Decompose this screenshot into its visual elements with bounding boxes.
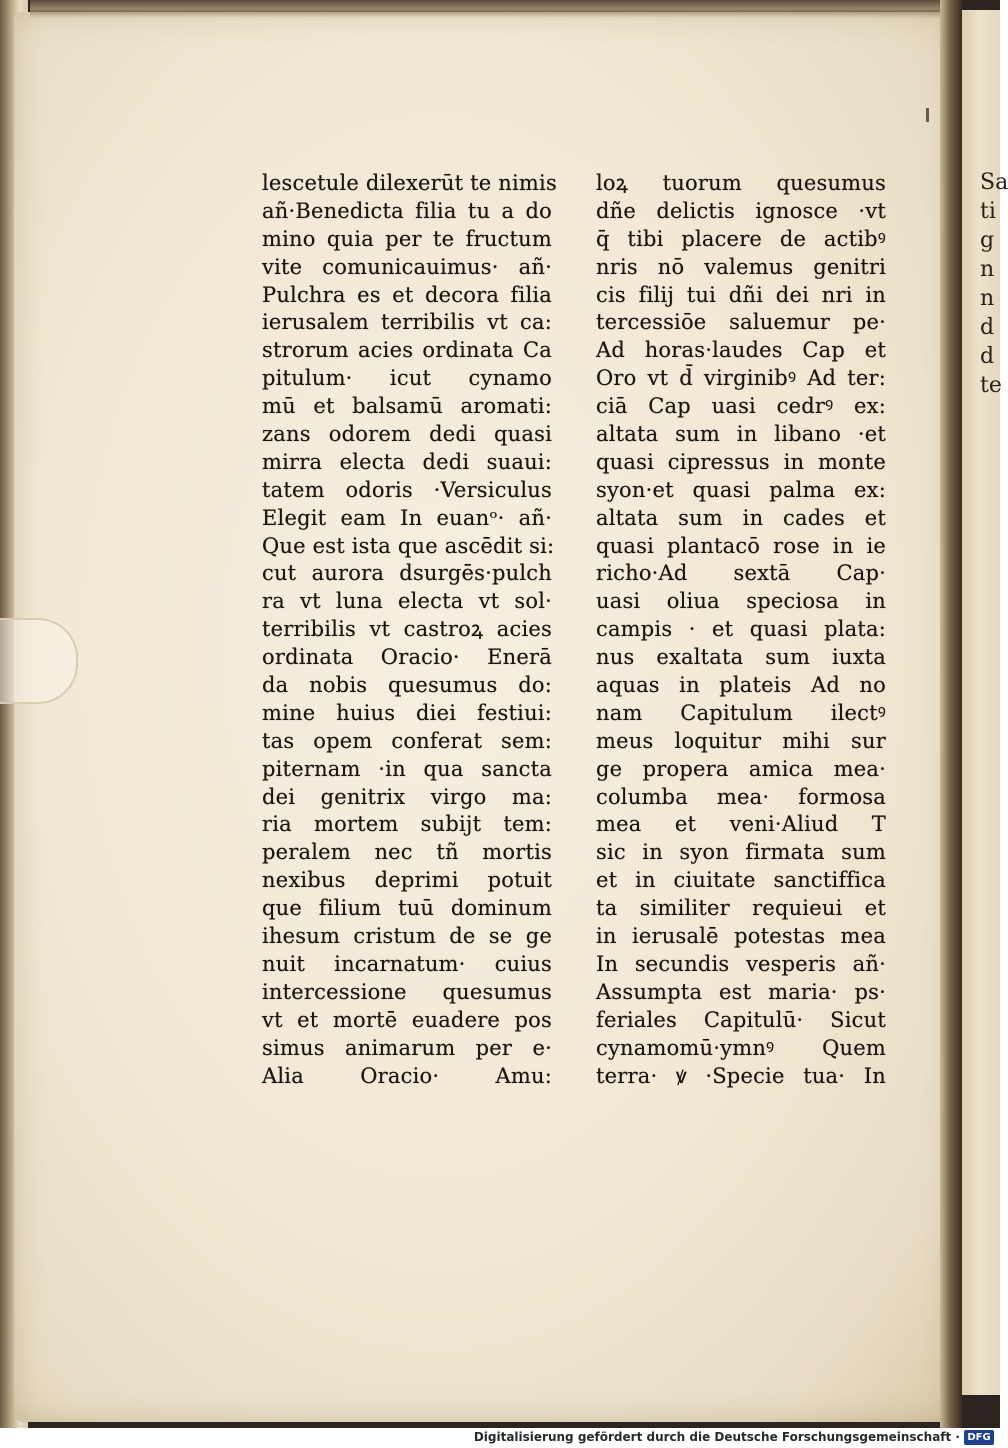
text-line: añ·Benedicta filia tu a do	[262, 198, 552, 223]
text-line: lescetule dilexerūt te nimis	[262, 171, 557, 195]
text-line: mū et balsamū aromati:	[262, 394, 552, 419]
text-line: tatem odoris ·Versiculus	[262, 477, 552, 502]
text-line: cut aurora dsurgēs·pulch	[262, 561, 552, 586]
text-line: cis filij tui dñi dei nri in	[596, 282, 886, 307]
next-page-text-fragments	[980, 168, 1008, 400]
text-line: richo·Ad sextā Cap·	[596, 561, 886, 586]
text-line: ciā Cap uasi cedrꝰ ex:	[596, 394, 886, 419]
text-line: que filium tuū dominum	[262, 896, 552, 921]
text-line: mino quia per te fructum	[262, 226, 552, 251]
text-column-right	[596, 170, 886, 1090]
text-line: strorum acies ordinata Ca	[262, 338, 552, 363]
next-page-fragment: g	[980, 228, 995, 253]
next-page-fragment: te	[980, 373, 1002, 398]
text-line: dei genitrix virgo ma:	[262, 784, 552, 809]
text-line: vite comunicauimus· añ·	[262, 254, 552, 279]
text-line: quasi plantacō rose in ie	[596, 533, 886, 558]
next-page-fragment: n	[980, 286, 995, 311]
text-line: altata sum in cades et	[596, 505, 886, 530]
text-line: quasi cipressus in monte	[596, 449, 886, 474]
text-line: In secundis vesperis añ·	[596, 951, 886, 976]
text-line: da nobis quesumus do:	[262, 673, 552, 698]
text-line: syon·et quasi palma ex:	[596, 477, 886, 502]
page-top-edge	[30, 0, 955, 18]
text-line: feriales Capitulū· Sicut	[596, 1007, 886, 1032]
text-line: sic in syon firmata sum	[596, 840, 886, 865]
text-line: Elegit eam In euanᵒ· añ·	[262, 505, 552, 530]
next-page-fragment: n	[980, 257, 995, 282]
text-line: piternam ·in qua sancta	[262, 756, 552, 781]
text-line: terribilis vt castroꝝ acies	[262, 617, 552, 642]
footer-credit: Digitalisierung gefördert durch die Deutsche Forschungsgemeinschaft ·	[473, 1430, 960, 1444]
page-mark	[926, 108, 929, 122]
text-line: Alia Oracio· Amu:	[262, 1063, 552, 1088]
text-line: peralem nec tñ mortis	[262, 840, 552, 865]
text-line: nus exaltata sum iuxta	[596, 645, 886, 670]
text-line: tercessiōe saluemur pe·	[596, 310, 886, 335]
text-line: campis · et quasi plata:	[596, 617, 886, 642]
text-line: nam Capitulum ilectꝰ	[596, 700, 886, 725]
text-line: Que est ista que ascēdit si:	[262, 533, 555, 558]
text-line: Pulchra es et decora filia	[262, 282, 552, 307]
text-line: dñe delictis ignosce ·vt	[596, 198, 886, 223]
text-line: mea et veni·Aliud T	[596, 812, 886, 837]
text-line: ihesum cristum de se ge	[262, 924, 552, 949]
text-line: cynamomū·ymnꝰ Quem	[596, 1035, 886, 1060]
text-line: ordinata Oracio· Enerā	[262, 645, 552, 670]
next-page-fragment: ti	[980, 199, 996, 224]
next-page-fragment: d	[980, 315, 995, 340]
next-page-fragment: Sa	[980, 170, 1008, 195]
text-line: altata sum in libano ·et	[596, 422, 886, 447]
text-line: uasi oliua speciosa in	[596, 589, 886, 614]
next-page-fragment: d	[980, 344, 995, 369]
text-line: tas opem conferat sem:	[262, 728, 552, 753]
text-line: terra· ꝟ ·Specie tua· In	[596, 1063, 886, 1088]
text-line: et in ciuitate sanctiffica	[596, 868, 886, 893]
text-line: Ad horas·laudes Cap et	[596, 338, 886, 363]
text-line: intercessione quesumus	[262, 979, 552, 1004]
page-tab-outline	[0, 618, 78, 704]
text-line: ierusalem terribilis vt ca:	[262, 310, 552, 335]
text-line: meus loquitur mihi sur	[596, 728, 886, 753]
text-line: ta similiter requieui et	[596, 896, 886, 921]
text-line: simus animarum per e·	[262, 1035, 552, 1060]
text-line: ria mortem subijt tem:	[262, 812, 552, 837]
dfg-logo: DFG	[964, 1430, 994, 1445]
text-line: columba mea· formosa	[596, 784, 886, 809]
text-line: pitulum· icut cynamo	[262, 366, 552, 391]
text-line: in ierusalē potestas mea	[596, 924, 886, 949]
book-gutter	[940, 0, 962, 1440]
text-line: nexibus deprimi potuit	[262, 868, 552, 893]
text-line: loꝝ tuorum quesumus	[596, 171, 886, 195]
text-line: mine huius diei festiui:	[262, 700, 552, 725]
text-line: ge propera amica mea·	[596, 756, 886, 781]
text-line: ra vt luna electa vt sol·	[262, 589, 552, 614]
text-line: nuit incarnatum· cuius	[262, 951, 552, 976]
text-line: Oro vt d̄ virginibꝰ Ad ter:	[596, 366, 886, 391]
text-line: zans odorem dedi quasi	[262, 422, 552, 447]
text-column-left	[262, 170, 557, 1090]
text-line: q̄ tibi placere de actibꝰ	[596, 226, 886, 251]
text-line: mirra electa dedi suaui:	[262, 449, 552, 474]
text-line: aquas in plateis Ad no	[596, 673, 886, 698]
text-line: nris nō valemus genitri	[596, 254, 886, 279]
text-line: Assumpta est maria· ps·	[596, 979, 886, 1004]
text-line: vt et mortē euadere pos	[262, 1007, 552, 1032]
